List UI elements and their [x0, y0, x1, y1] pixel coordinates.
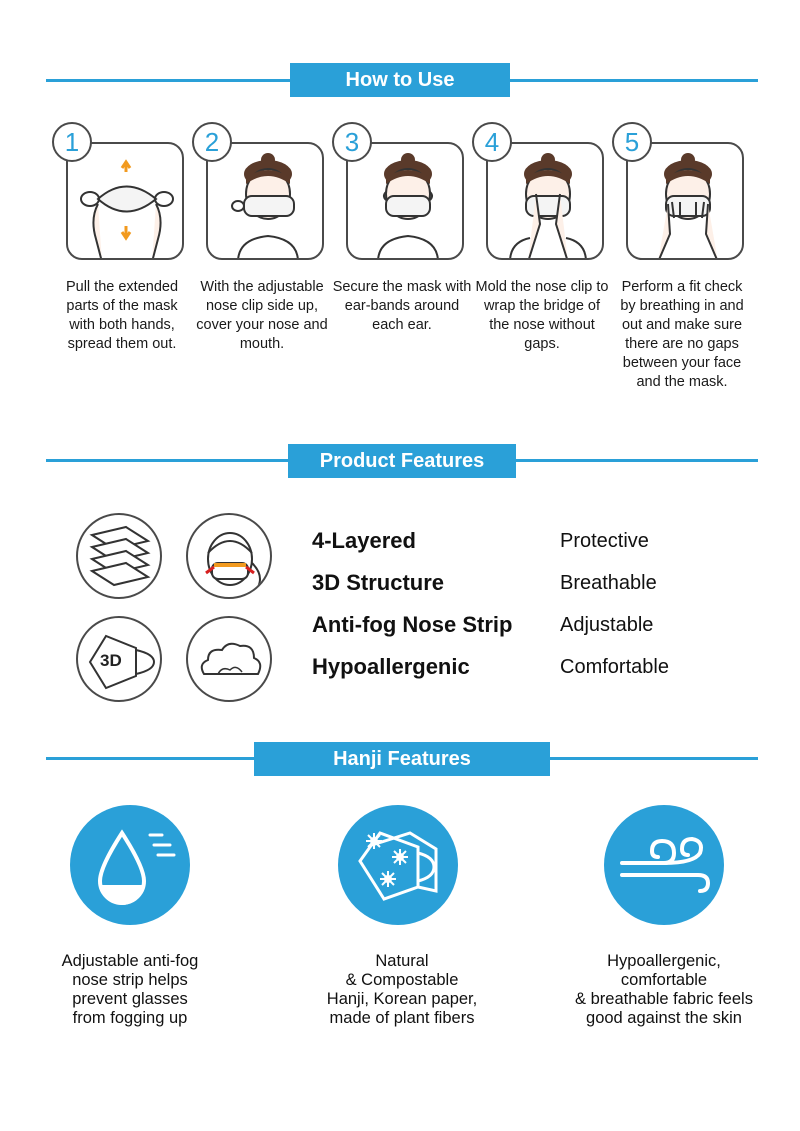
- step-3-text: Secure the mask with ear-bands around each ear.: [332, 279, 472, 333]
- step-2-text: With the adjustable nose clip side up, cover your nose and mouth.: [196, 279, 328, 352]
- 3d-mask-icon: [76, 616, 162, 702]
- step-4-illustration: [486, 142, 604, 260]
- mask-paper-icon: [338, 805, 458, 925]
- feature-adjective-3: Adjustable: [560, 614, 654, 636]
- feature-name-2: 3D Structure: [312, 570, 445, 595]
- feature-adjective-2: Breathable: [560, 572, 657, 594]
- woman-wearing-mask-icon: [348, 144, 464, 260]
- step-2-illustration: [206, 142, 324, 260]
- product-features-title: Product Features: [288, 444, 516, 478]
- feature-adjective-4: Comfortable: [560, 656, 669, 678]
- step-1-illustration: [66, 142, 184, 260]
- breeze-icon: [604, 805, 724, 925]
- woman-molding-nose-clip-icon: [488, 144, 604, 260]
- feature-name-3: Anti-fog Nose Strip: [312, 612, 513, 637]
- water-drop-icon: [70, 805, 190, 925]
- step-1-text: Pull the extended parts of the mask with both hands, spread them out.: [65, 279, 179, 352]
- layers-icon: [76, 513, 162, 599]
- how-to-use-title: How to Use: [290, 63, 510, 97]
- step-2-number: 2: [192, 122, 232, 162]
- step-4-number: 4: [472, 122, 512, 162]
- step-5-text: Perform a fit check by breathing in and out and make sure there are no gaps between your face and the mask.: [620, 279, 744, 390]
- step-3-illustration: [346, 142, 464, 260]
- feature-name-1: 4-Layered: [312, 528, 416, 553]
- feature-adjective-1: Protective: [560, 530, 649, 552]
- 3d-label: 3D: [100, 651, 122, 670]
- hands-spreading-mask-icon: [68, 144, 184, 260]
- woman-covering-face-icon: [208, 144, 324, 260]
- step-5-illustration: [626, 142, 744, 260]
- hanji-features-title: Hanji Features: [254, 742, 550, 776]
- nose-strip-face-icon: [186, 513, 272, 599]
- step-4-text: Mold the nose clip to wrap the bridge of the nose without gaps.: [475, 279, 609, 352]
- hanji-text-3: Hypoallergenic, comfortable & breathable fabric feels good against the skin: [575, 952, 753, 1027]
- feature-name-4: Hypoallergenic: [312, 654, 470, 679]
- step-1-number: 1: [52, 122, 92, 162]
- cotton-icon: [186, 616, 272, 702]
- hanji-text-2: Natural & Compostable Hanji, Korean paper, made of plant fibers: [326, 952, 478, 1027]
- hanji-text-1: Adjustable anti-fog nose strip helps prevent glasses from fogging up: [61, 952, 199, 1027]
- step-3-number: 3: [332, 122, 372, 162]
- woman-fit-check-icon: [628, 144, 744, 260]
- step-5-number: 5: [612, 122, 652, 162]
